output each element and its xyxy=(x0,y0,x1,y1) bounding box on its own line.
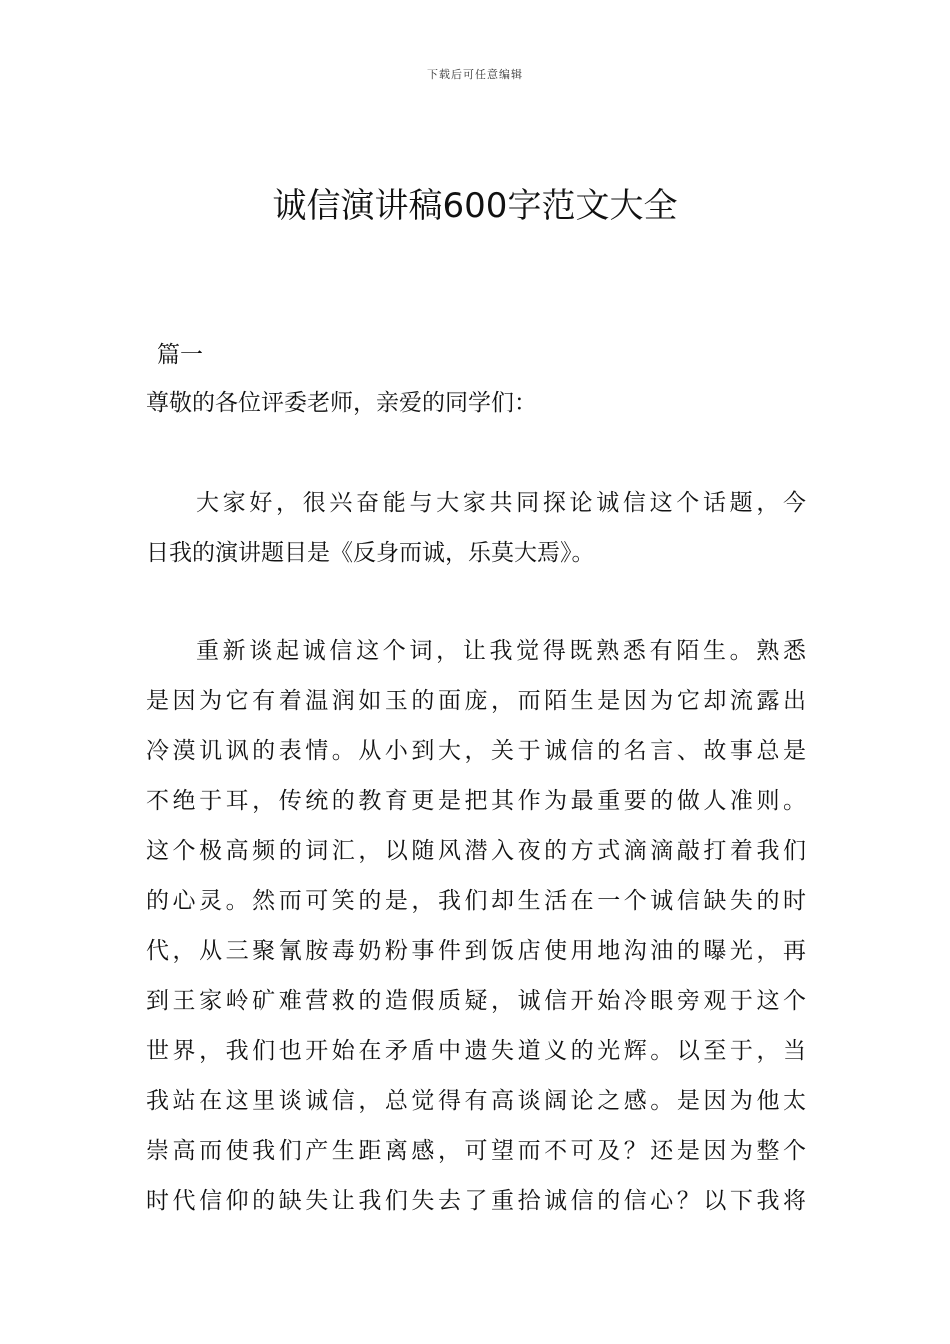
paragraph-line: 不绝于耳，传统的教育更是把其作为最重要的做人准则。 xyxy=(146,788,806,814)
paragraph-2 xyxy=(146,626,806,1226)
paragraph-line: 日我的演讲题目是《反身而诚，乐莫大焉》。 xyxy=(146,540,595,566)
paragraph-line: 世界，我们也开始在矛盾中遗失道义的光辉。以至于，当 xyxy=(146,1038,806,1064)
paragraph-line: 的心灵。然而可笑的是，我们却生活在一个诚信缺失的时 xyxy=(146,888,806,914)
paragraph-line: 崇高而使我们产生距离感，可望而不可及？还是因为整个 xyxy=(146,1138,806,1164)
paragraph-line: 时代信仰的缺失让我们失去了重拾诚信的信心？以下我将 xyxy=(146,1188,806,1214)
header-note: 下载后可任意编辑 xyxy=(427,68,523,81)
paragraph-line: 重新谈起诚信这个词，让我觉得既熟悉有陌生。熟悉 xyxy=(196,638,806,664)
paragraph-line: 这个极高频的词汇，以随风潜入夜的方式滴滴敲打着我们 xyxy=(146,838,806,864)
paragraph-line: 到王家岭矿难营救的造假质疑，诚信开始冷眼旁观于这个 xyxy=(146,988,806,1014)
paragraph-line: 冷漠讥讽的表情。从小到大，关于诚信的名言、故事总是 xyxy=(146,738,806,764)
paragraph-line: 大家好，很兴奋能与大家共同探论诚信这个话题，今 xyxy=(196,490,806,516)
section-label: 篇一 xyxy=(157,342,203,368)
paragraph-line: 我站在这里谈诚信，总觉得有高谈阔论之感。是因为他太 xyxy=(146,1088,806,1114)
salutation: 尊敬的各位评委老师，亲爱的同学们： xyxy=(146,390,537,416)
paragraph-line: 代，从三聚氰胺毒奶粉事件到饭店使用地沟油的曝光，再 xyxy=(146,938,806,964)
document-title: 诚信演讲稿600字范文大全 xyxy=(272,186,678,226)
paragraph-line: 是因为它有着温润如玉的面庞，而陌生是因为它却流露出 xyxy=(146,688,806,714)
paragraph-1 xyxy=(146,478,806,578)
